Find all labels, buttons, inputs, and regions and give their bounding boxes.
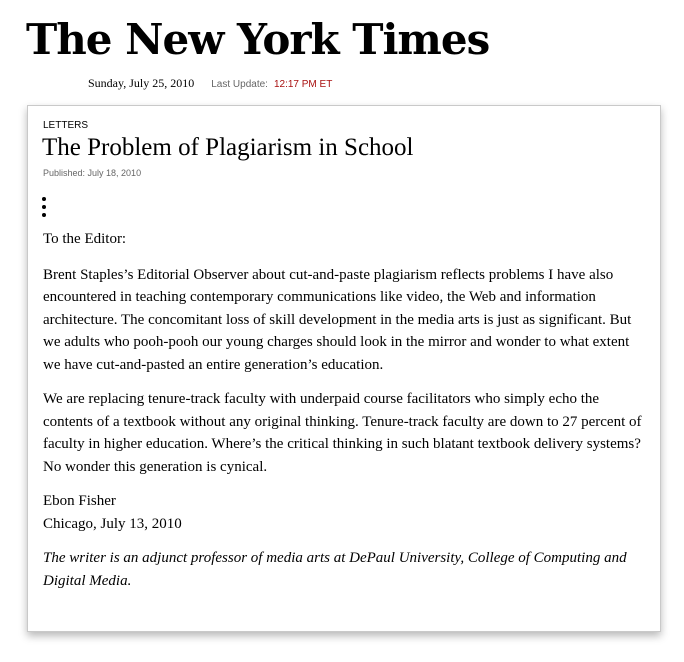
author-note: The writer is an adjunct professor of media arts at DePaul University, College of Computing and Digital Media. <box>43 550 627 589</box>
masthead-logo[interactable]: The New York Times <box>26 15 490 64</box>
body-paragraph: Brent Staples’s Editorial Observer about cut-and-paste plagiarism reflects problems I have also encountered in teaching contemporary communications like video, the Web and information architecture. The concomitant loss of skill development in the media arts is just as significant. But we adults who pooh-pooh our young charges should look in the mirror and wonder to what extent we have cut-and-pasted an entire generation’s education. <box>43 266 632 373</box>
edition-date: Sunday, July 25, 2010 <box>88 76 195 90</box>
dateline <box>88 76 332 91</box>
salutation: To the Editor: <box>43 231 127 247</box>
vertical-ellipsis-icon <box>42 197 48 219</box>
body-paragraph: We are replacing tenure-track faculty with underpaid course facilitators who simply echo the contents of a textbook without any original thinking. Tenure-track faculty are down to 27 percent of faculty in higher education. Where’s the critical thinking in such blatant textbook delivery systems? No wonder this generation is cynical. <box>43 391 642 475</box>
article-card <box>27 105 661 632</box>
signature-name: Ebon Fisher <box>43 493 116 509</box>
article-headline: The Problem of Plagiarism in School <box>42 134 414 161</box>
article-body <box>43 228 648 604</box>
last-update-time: 12:17 PM ET <box>273 79 333 90</box>
published-date: Published: July 18, 2010 <box>43 168 142 178</box>
last-update-label: Last Update: <box>211 79 268 90</box>
section-label: LETTERS <box>43 120 89 131</box>
signature-place: Chicago, July 13, 2010 <box>43 515 182 532</box>
signature <box>43 490 648 535</box>
